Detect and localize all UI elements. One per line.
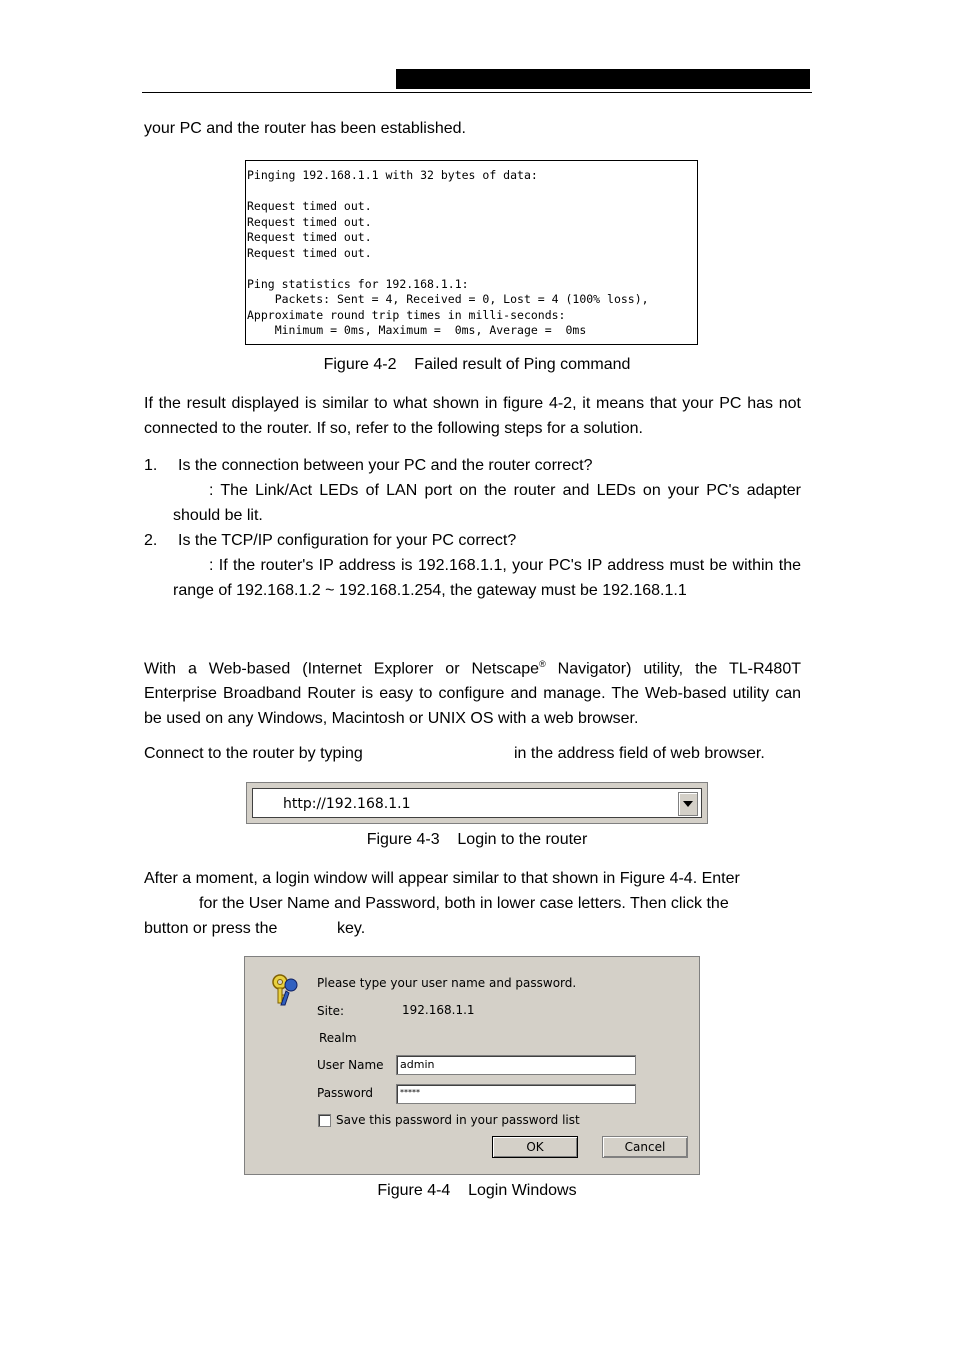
figure-4-4-caption: Figure 4-4 Login Windows xyxy=(377,1182,577,1199)
username-label: User Name xyxy=(317,1058,384,1072)
web-text-2: Navigator) utility, the TL-R480T Enterprise Broadband Router is easy to configure and manage. The Web-based utility can be used on any Windows, Macintosh or UNIX OS with a web browser. xyxy=(144,660,801,728)
console-line: Approximate round trip times in milli-seconds: xyxy=(247,307,566,322)
result-paragraph: If the result displayed is similar to what shown in figure 4-2, it means that your PC has not connected to the router. If so, refer to the following steps for a solution. xyxy=(144,395,801,437)
site-value: 192.168.1.1 xyxy=(402,1003,475,1017)
console-line: Packets: Sent = 4, Received = 0, Lost = 4 (100% loss), xyxy=(247,292,649,306)
login-text-line1: After a moment, a login window will appear similar to that shown in Figure 4-4. Enter xyxy=(144,870,740,887)
step-question: Is the TCP/IP configuration for your PC correct? xyxy=(178,532,517,549)
header-bar xyxy=(396,69,810,89)
connect-text-2: in the address field of web browser. xyxy=(514,745,765,762)
address-field[interactable] xyxy=(252,788,702,818)
password-label: Password xyxy=(317,1086,374,1100)
step-answer: : The Link/Act LEDs of LAN port on the router and LEDs on your PC's adapter should be lit. xyxy=(173,482,801,524)
key-icon xyxy=(269,971,305,1007)
login-text-line3b: key. xyxy=(337,920,366,937)
intro-fragment: your PC and the router has been established. xyxy=(144,120,466,137)
console-line: Minimum = 0ms, Maximum = 0ms, Average = 0ms xyxy=(247,323,587,337)
chevron-down-icon xyxy=(683,801,693,807)
web-text-1: With a Web-based (Internet Explorer or Netscape xyxy=(144,660,540,678)
console-line xyxy=(247,184,697,200)
username-input[interactable]: admin xyxy=(396,1055,636,1075)
address-url: http://192.168.1.1 xyxy=(283,796,411,812)
cancel-button[interactable]: Cancel xyxy=(602,1136,688,1158)
save-password-checkbox[interactable] xyxy=(318,1114,331,1127)
console-line: Ping statistics for 192.168.1.1: xyxy=(247,276,469,291)
login-dialog xyxy=(244,956,700,1175)
ok-button[interactable]: OK xyxy=(492,1136,578,1158)
step-number: 2. xyxy=(144,532,158,549)
console-line: Request timed out. xyxy=(247,199,372,213)
login-prompt: Please type your user name and password. xyxy=(317,976,577,990)
realm-label: Realm xyxy=(319,1031,357,1045)
step-number: 1. xyxy=(144,457,158,474)
console-line xyxy=(247,261,697,277)
registered-mark: ® xyxy=(539,659,546,669)
login-text-line2: for the User Name and Password, both in lower case letters. Then click the xyxy=(199,895,729,912)
console-line: Request timed out. xyxy=(247,214,372,229)
step-question: Is the connection between your PC and the router correct? xyxy=(178,457,593,474)
site-label: Site: xyxy=(317,1004,345,1018)
console-line: Pinging 192.168.1.1 with 32 bytes of data: xyxy=(247,168,538,182)
save-password-label: Save this password in your password list xyxy=(336,1113,580,1127)
header-rule xyxy=(142,92,812,93)
web-utility-paragraph xyxy=(144,652,801,731)
address-dropdown-button[interactable] xyxy=(678,792,698,816)
connect-text-1: Connect to the router by typing xyxy=(144,745,363,762)
console-line: Request timed out. xyxy=(247,230,372,244)
ping-console xyxy=(245,160,698,345)
address-bar xyxy=(246,782,708,824)
console-line: Request timed out. xyxy=(247,245,372,260)
figure-4-3-caption: Figure 4-3 Login to the router xyxy=(366,831,588,848)
login-text-line3a: button or press the xyxy=(144,920,278,937)
step-answer: : If the router's IP address is 192.168.1.1, your PC's IP address must be within the range of 192.168.1.2 ~ 192.168.1.254, the gateway must be 192.168.1.1 xyxy=(173,557,801,599)
figure-4-2-caption: Figure 4-2 Failed result of Ping command xyxy=(323,356,631,373)
password-input[interactable]: ***** xyxy=(396,1084,636,1104)
